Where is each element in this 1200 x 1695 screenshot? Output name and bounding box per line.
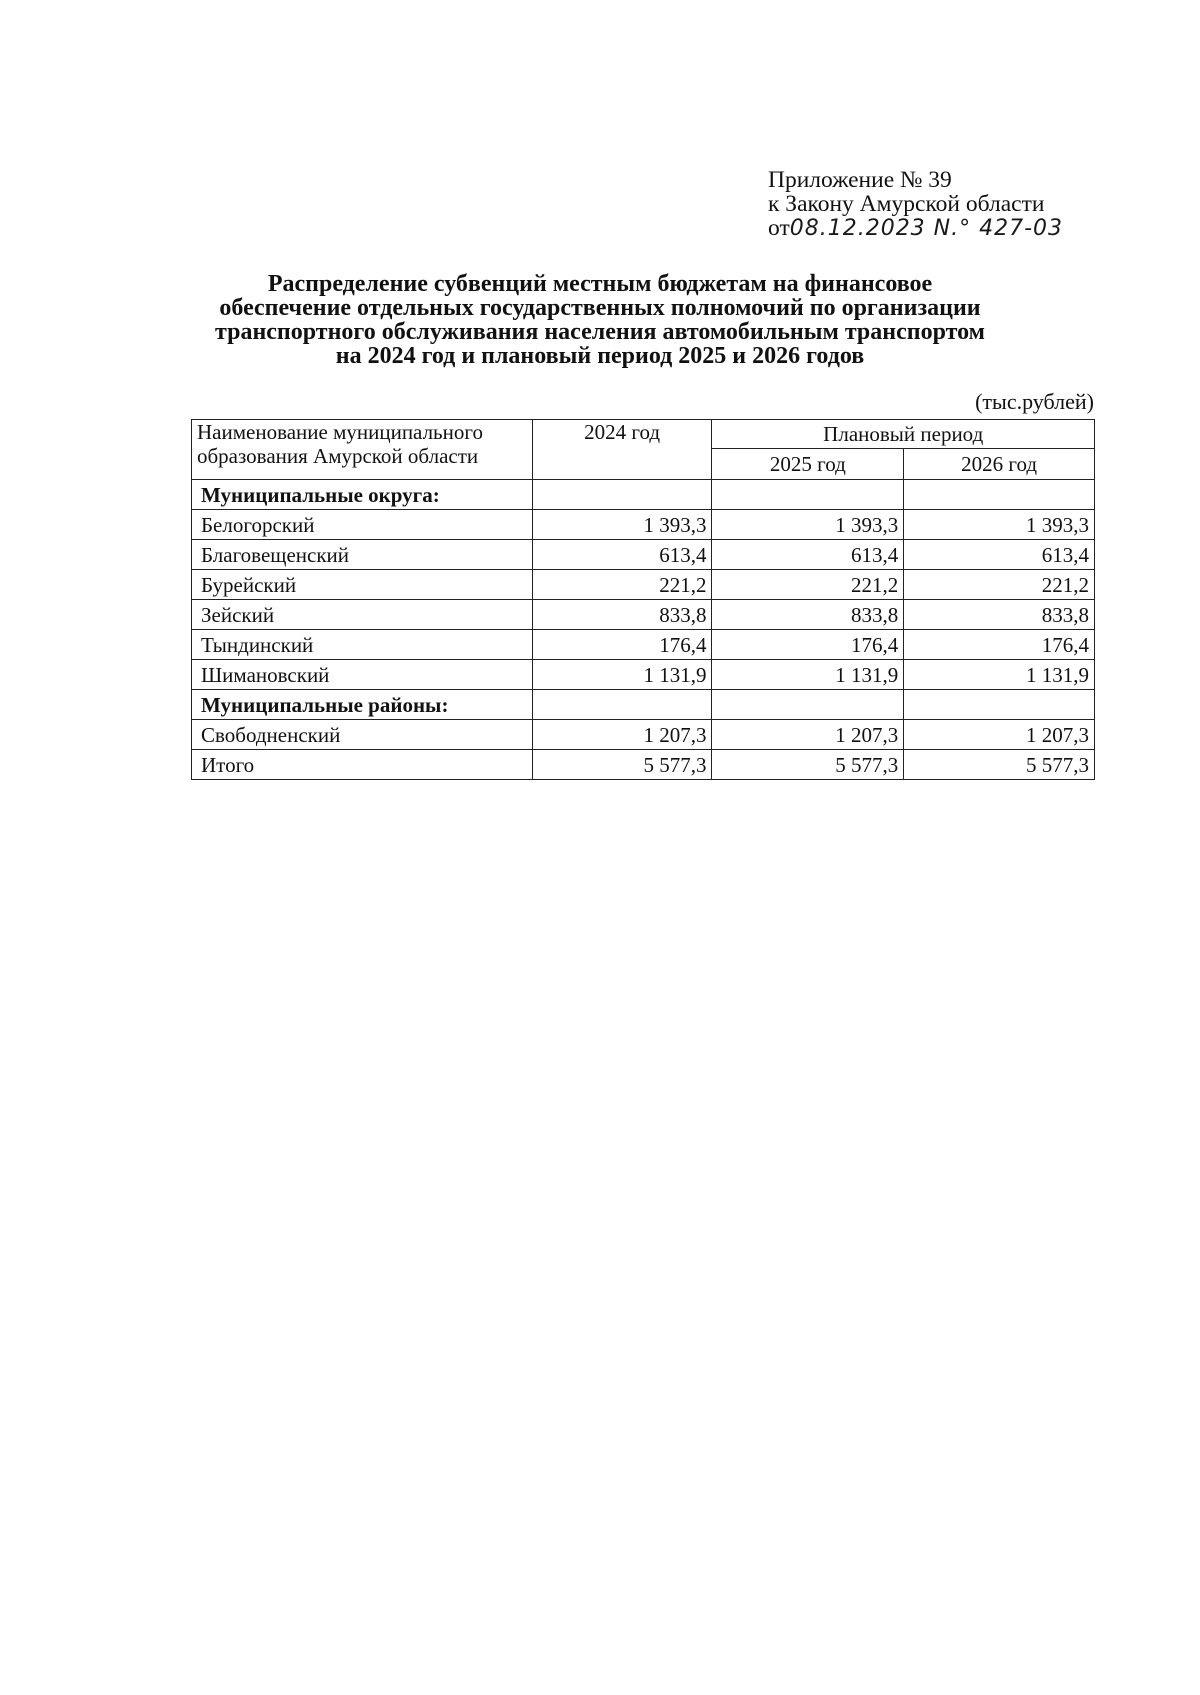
appendix-date-prefix: от: [768, 215, 790, 241]
header-year-2025: 2025 год: [712, 449, 904, 480]
value-2024: 1 207,3: [532, 720, 712, 750]
value-2026: 221,2: [904, 570, 1095, 600]
value-2026: 1 393,3: [904, 510, 1095, 540]
value-2026: 1 131,9: [904, 660, 1095, 690]
appendix-law-reference: к Закону Амурской области: [768, 191, 1045, 217]
title-line-2: обеспечение отдельных государственных полномочий по организации: [219, 295, 981, 321]
table-row: [192, 660, 1095, 690]
subvention-table: [191, 419, 1095, 780]
header-municipality-line-1: Наименование муниципального: [197, 420, 483, 444]
section-label-okruga: Муниципальные округа:: [192, 480, 533, 510]
municipality-name: Зейский: [192, 600, 533, 630]
value-2024: 613,4: [532, 540, 712, 570]
document-title: [180, 272, 1020, 368]
title-line-3: транспортного обслуживания населения автомобильным транспортом: [215, 319, 985, 345]
value-2025: 221,2: [712, 570, 904, 600]
appendix-number: Приложение № 39: [768, 167, 952, 193]
municipality-name: Шимановский: [192, 660, 533, 690]
value-2024: 1 393,3: [532, 510, 712, 540]
table-row: [192, 510, 1095, 540]
empty-cell: [532, 480, 712, 510]
value-2026: 1 207,3: [904, 720, 1095, 750]
table-row: [192, 540, 1095, 570]
total-2026: 5 577,3: [904, 750, 1095, 780]
value-2025: 176,4: [712, 630, 904, 660]
municipality-name: Белогорский: [192, 510, 533, 540]
value-2025: 613,4: [712, 540, 904, 570]
section-row-raiony: [192, 690, 1095, 720]
value-2025: 1 207,3: [712, 720, 904, 750]
municipality-name: Тындинский: [192, 630, 533, 660]
appendix-block: [768, 168, 1063, 241]
municipality-name: Благовещенский: [192, 540, 533, 570]
table-row: [192, 570, 1095, 600]
value-2025: 1 131,9: [712, 660, 904, 690]
total-2024: 5 577,3: [532, 750, 712, 780]
empty-cell: [712, 480, 904, 510]
empty-cell: [712, 690, 904, 720]
header-municipality-line-2: образования Амурской области: [197, 444, 479, 468]
value-2024: 1 131,9: [532, 660, 712, 690]
handwritten-date-number: 08.12.2023 N.° 427-03: [789, 216, 1064, 241]
header-municipality: [192, 420, 533, 480]
value-2025: 833,8: [712, 600, 904, 630]
header-planned-period: Плановый период: [712, 420, 1095, 449]
table-header-row: [192, 420, 1095, 449]
value-2024: 833,8: [532, 600, 712, 630]
total-2025: 5 577,3: [712, 750, 904, 780]
empty-cell: [904, 690, 1095, 720]
table-row: [192, 720, 1095, 750]
section-label-raiony: Муниципальные районы:: [192, 690, 533, 720]
title-line-4: на 2024 год и плановый период 2025 и 2026 годов: [335, 343, 865, 369]
table-row: [192, 630, 1095, 660]
value-2025: 1 393,3: [712, 510, 904, 540]
total-row: [192, 750, 1095, 780]
value-2024: 176,4: [532, 630, 712, 660]
appendix-date-line: [768, 216, 1063, 241]
value-2026: 833,8: [904, 600, 1095, 630]
value-2026: 613,4: [904, 540, 1095, 570]
header-year-2026: 2026 год: [904, 449, 1095, 480]
empty-cell: [532, 690, 712, 720]
total-label: Итого: [192, 750, 533, 780]
value-2024: 221,2: [532, 570, 712, 600]
section-row-okruga: [192, 480, 1095, 510]
municipality-name: Свободненский: [192, 720, 533, 750]
empty-cell: [904, 480, 1095, 510]
title-line-1: Распределение субвенций местным бюджетам на финансовое: [267, 271, 933, 297]
unit-label: (тыс.рублей): [975, 389, 1094, 414]
header-year-2024: 2024 год: [532, 420, 712, 480]
municipality-name: Бурейский: [192, 570, 533, 600]
value-2026: 176,4: [904, 630, 1095, 660]
table-row: [192, 600, 1095, 630]
